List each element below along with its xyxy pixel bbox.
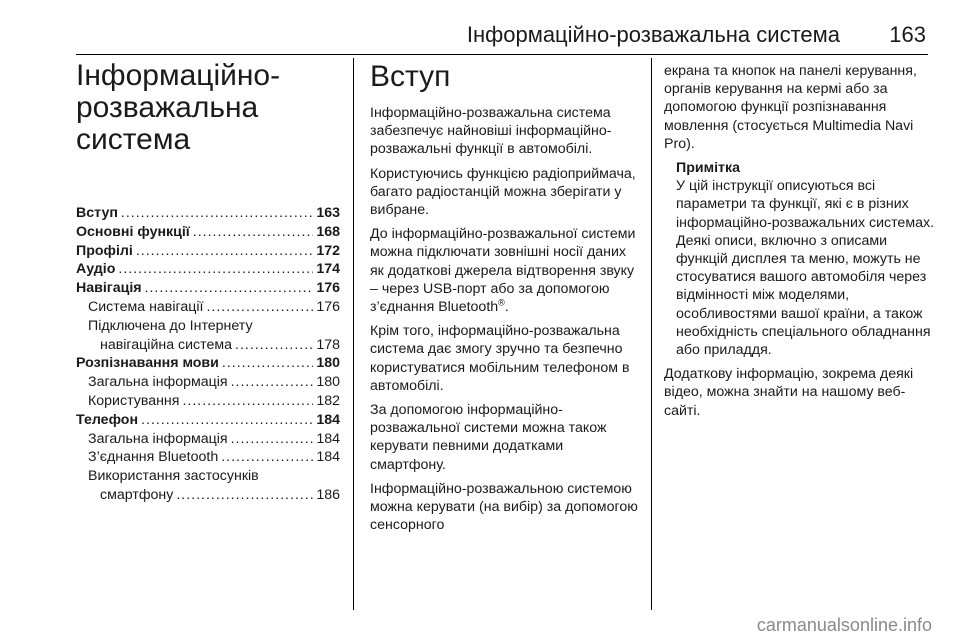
toc-entry[interactable]	[76, 354, 340, 373]
toc-entry-label: Основні функції	[76, 223, 190, 240]
toc-entry-label: Аудіо	[76, 261, 116, 278]
toc-entry[interactable]	[76, 279, 340, 298]
toc-entry-page: 180	[316, 374, 340, 391]
running-header-title: Інформаційно-розважальна система	[466, 22, 840, 47]
toc-entry-label: Система навігації	[88, 298, 204, 315]
registered-mark: ®	[498, 297, 505, 308]
toc-entry-label: смартфону	[100, 486, 174, 503]
toc-entry-page: 184	[316, 430, 340, 447]
toc-entry[interactable]	[76, 467, 340, 486]
toc-entry-label: Вступ	[76, 205, 118, 221]
toc-entry[interactable]	[76, 430, 340, 449]
toc-leader-dots	[235, 336, 313, 355]
toc-entry-page: 184	[316, 411, 340, 428]
toc-entry[interactable]	[76, 204, 340, 223]
toc-entry-page: 172	[316, 242, 340, 259]
column-divider-1	[353, 58, 354, 610]
toc-leader-dots	[176, 486, 313, 505]
toc-entry-label: Навігація	[76, 280, 142, 297]
watermark: carmanualsonline.info	[756, 615, 932, 635]
paragraph-4: Крім того, інформаційно-розважальна система дає змогу зручно та безпечно користуватися мобільним телефоном в автомобілі.	[370, 323, 630, 394]
paragraph-2: Користуючись функцією радіоприймача, багато радіостанцій можна зберігати у вибране.	[370, 165, 636, 219]
toc-entry-label: Розпізнавання мови	[76, 355, 219, 372]
toc-leader-dots	[231, 373, 314, 392]
toc-entry-page: 184	[316, 449, 340, 466]
toc-entry-label: Підключена до Інтернету	[88, 317, 253, 334]
toc-leader-dots	[222, 354, 313, 373]
toc-entry-page: 174	[316, 261, 340, 278]
paragraph-3	[370, 225, 642, 316]
chapter-column	[76, 60, 340, 505]
column-divider-2	[651, 58, 652, 610]
header-divider	[76, 54, 928, 55]
note-title: Примітка	[676, 160, 740, 177]
table-of-contents	[76, 204, 340, 505]
toc-entry-label: З’єднання Bluetooth	[88, 449, 219, 466]
paragraph-1: Інформаційно-розважальна система забезпечує найновіші інформаційно-розважальні функції в автомобілі.	[370, 105, 612, 158]
continued-column	[664, 62, 936, 426]
paragraph-5: За допомогою інформаційно-розважальної системи можна також керувати певними додатками смартфону.	[370, 402, 607, 473]
toc-entry[interactable]	[76, 411, 340, 430]
toc-leader-dots	[141, 411, 313, 430]
toc-entry[interactable]	[76, 223, 340, 242]
paragraph-continued: екрана та кнопок на панелі керування, органів керування на кермі або за допомогою функції розпізнавання мовлення (стосується Multimedia Navi Pro).	[664, 63, 917, 152]
toc-entry-page: 176	[316, 280, 340, 297]
toc-entry-label: Загальна інформація	[88, 430, 228, 447]
page-header	[0, 0, 960, 56]
toc-entry-label: Профілі	[76, 242, 133, 259]
toc-entry-page: 182	[316, 392, 340, 409]
toc-entry-page: 168	[316, 223, 340, 240]
toc-entry[interactable]	[76, 336, 340, 355]
toc-entry[interactable]	[76, 392, 340, 411]
toc-leader-dots	[136, 242, 313, 261]
page-number: 163	[889, 22, 926, 47]
toc-leader-dots	[145, 279, 314, 298]
toc-leader-dots	[121, 204, 313, 223]
paragraph-3-end: .	[504, 299, 509, 316]
paragraph-3-text: До інформаційно-розважальної системи можна підключати зовнішні носії даних як додаткові джерела відтворення звуку – через USB-порт або за допомогою з’єднання Bluetooth	[370, 226, 636, 316]
toc-entry-label: Користування	[88, 392, 180, 409]
toc-entry-page: 176	[316, 298, 340, 315]
toc-entry-label: Телефон	[76, 411, 139, 428]
toc-leader-dots	[182, 392, 313, 411]
toc-entry-label: навігаційна система	[100, 336, 233, 353]
toc-entry[interactable]	[76, 448, 340, 467]
toc-entry[interactable]	[76, 486, 340, 505]
toc-entry-page: 180	[316, 355, 340, 372]
toc-entry-page: 178	[316, 336, 340, 353]
toc-entry-label: Використання застосунків	[88, 468, 259, 485]
paragraph-more-info: Додаткову інформацію, зокрема деякі відео, можна знайти на нашому веб-сайті.	[664, 366, 914, 419]
toc-entry[interactable]	[76, 317, 340, 336]
toc-leader-dots	[206, 298, 313, 317]
note-text: У цій інструкції описуються всі параметри та функції, які є в різних інформаційно-розважальних системах. Деякі описи, включно з описами функцій дисплея та меню, можуть не стосуватися вашого автомобіля через відмінності між моделями, особливостями вашої країни, а також необхідність спеціального обладнання або приладдя.	[676, 178, 935, 359]
toc-entry-page: 163	[316, 205, 340, 221]
toc-entry[interactable]	[76, 298, 340, 317]
paragraph-6: Інформаційно-розважальною системою можна керувати (на вибір) за допомогою сенсорного	[370, 480, 638, 534]
intro-column	[370, 60, 642, 540]
section-title: Вступ	[370, 60, 451, 93]
toc-entry-label: Загальна інформація	[88, 374, 228, 391]
toc-entry-page: 186	[316, 486, 340, 503]
toc-leader-dots	[231, 430, 314, 449]
toc-leader-dots	[193, 223, 314, 242]
chapter-title: Інформаційно- розважальна система	[76, 59, 281, 156]
toc-entry[interactable]	[76, 373, 340, 392]
toc-leader-dots	[118, 260, 313, 279]
toc-entry[interactable]	[76, 242, 340, 261]
toc-entry[interactable]	[76, 260, 340, 279]
toc-leader-dots	[221, 448, 313, 467]
note-box	[664, 159, 936, 359]
